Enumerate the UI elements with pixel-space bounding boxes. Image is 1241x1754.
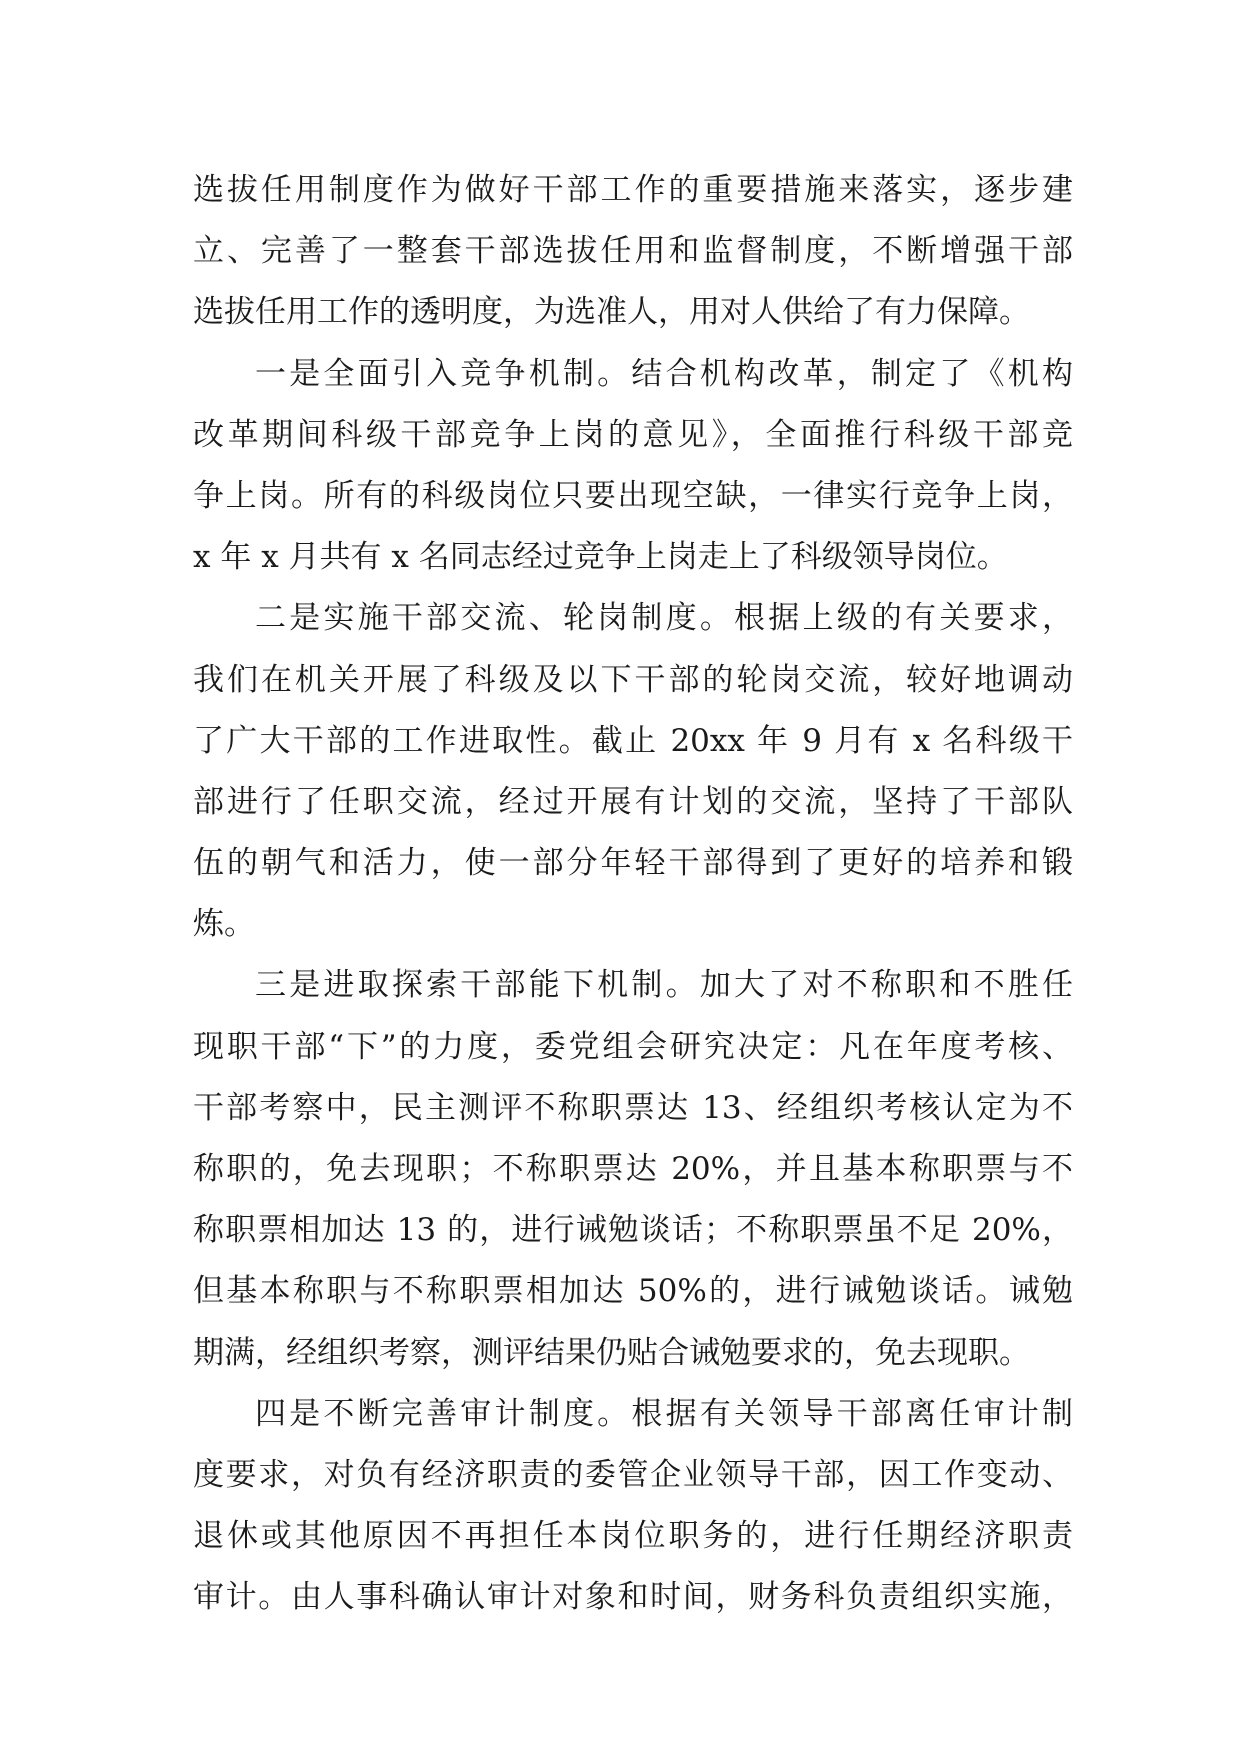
text-line: 选拔任用工作的透明度，为选准人，用对人供给了有力保障。 <box>193 294 1030 331</box>
paragraph-heading-line: 四是不断完善审计制度。根据有关领导干部离任审计制 <box>255 1395 1073 1432</box>
text-line: 我们在机关开展了科级及以下干部的轮岗交流，较好地调动 <box>193 661 1073 698</box>
paragraph-heading-line: 三是进取探索干部能下机制。加大了对不称职和不胜任 <box>255 967 1073 1004</box>
text-line: 期满，经组织考察，测评结果仍贴合诫勉要求的，免去现职。 <box>193 1334 1030 1371</box>
text-line: 了广大干部的工作进取性。截止 20xx 年 9 月有 x 名科级干 <box>193 722 1073 759</box>
body-text <box>193 160 1073 1629</box>
text-line: 现职干部“下”的力度，委党组会研究决定：凡在年度考核、 <box>193 1028 1073 1065</box>
text-line: 退休或其他原因不再担任本岗位职务的，进行任期经济职责 <box>193 1518 1073 1555</box>
text-line: 干部考察中，民主测评不称职票达 13、经组织考核认定为不 <box>193 1089 1073 1126</box>
text-line: 改革期间科级干部竞争上岗的意见》，全面推行科级干部竞 <box>193 416 1073 453</box>
paragraph-heading-line: 一是全面引入竞争机制。结合机构改革，制定了《机构 <box>255 355 1073 392</box>
text-line: x 年 x 月共有 x 名同志经过竞争上岗走上了科级领导岗位。 <box>193 539 1008 576</box>
paragraph-heading-line: 二是实施干部交流、轮岗制度。根据上级的有关要求， <box>255 600 1073 637</box>
text-line: 但基本称职与不称职票相加达 50%的，进行诫勉谈话。诫勉 <box>193 1273 1073 1310</box>
text-line: 审计。由人事科确认审计对象和时间，财务科负责组织实施， <box>193 1579 1073 1616</box>
text-line: 伍的朝气和活力，使一部分年轻干部得到了更好的培养和锻 <box>193 845 1073 882</box>
text-line: 称职票相加达 13 的，进行诫勉谈话；不称职票虽不足 20%， <box>193 1212 1073 1249</box>
text-line: 争上岗。所有的科级岗位只要出现空缺，一律实行竞争上岗， <box>193 477 1073 514</box>
text-line: 选拔任用制度作为做好干部工作的重要措施来落实，逐步建 <box>193 172 1073 208</box>
text-line: 立、完善了一整套干部选拔任用和监督制度，不断增强干部 <box>193 233 1073 270</box>
text-line: 炼。 <box>193 906 255 943</box>
text-line: 部进行了任职交流，经过开展有计划的交流，坚持了干部队 <box>193 783 1073 820</box>
text-line: 称职的，免去现职；不称职票达 20%，并且基本称职票与不 <box>193 1151 1073 1187</box>
text-line: 度要求，对负有经济职责的委管企业领导干部，因工作变动、 <box>193 1456 1073 1493</box>
